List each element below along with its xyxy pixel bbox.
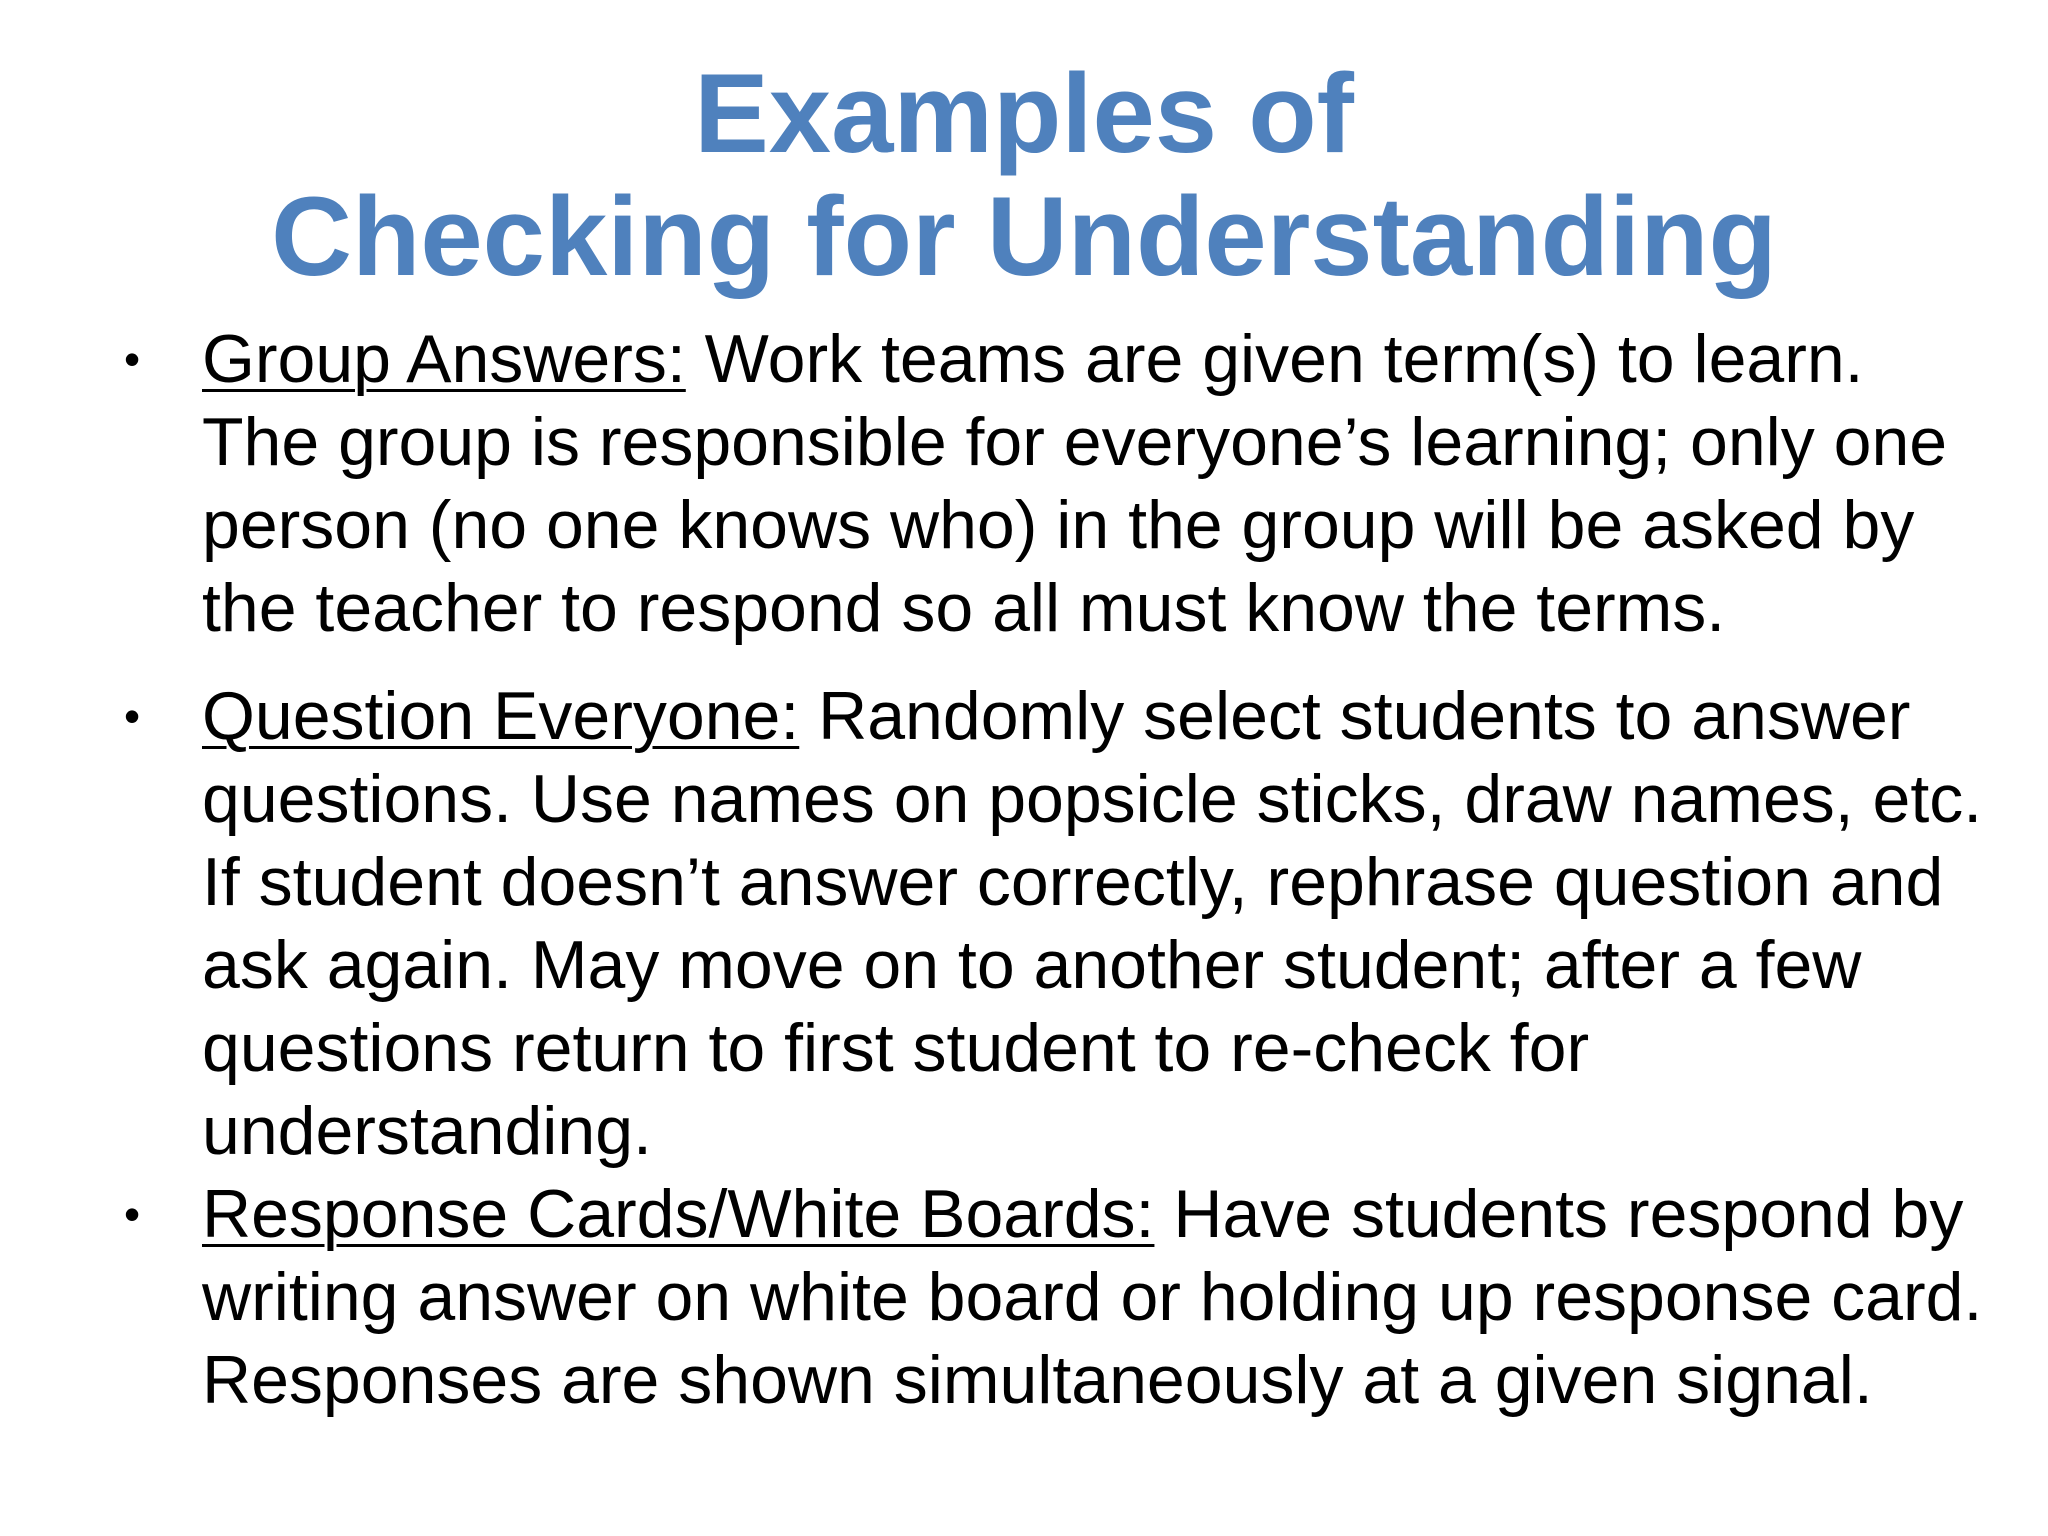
bullet-response-cards	[120, 1173, 2040, 1422]
bullet-group-answers	[120, 318, 2040, 650]
bullet-icon: •	[124, 690, 141, 742]
bullet-line: ask again. May move on to another student; after a few	[202, 927, 1862, 1003]
bullet-text: Have students respond by	[1154, 1176, 1964, 1252]
bullet-line: If student doesn’t answer correctly, rephrase question and	[202, 844, 1944, 920]
bullet-line: the teacher to respond so all must know the terms.	[202, 570, 1726, 646]
bullet-line: questions return to first student to re-check for	[202, 1010, 1590, 1086]
bullet-term: Response Cards/White Boards:	[202, 1176, 1155, 1252]
bullet-line: understanding.	[202, 1093, 652, 1169]
bullet-line: person (no one knows who) in the group will be asked by	[202, 487, 1915, 563]
title-line-1: Examples of	[694, 51, 1354, 176]
bullet-question-everyone	[120, 675, 2040, 1173]
bullet-icon: •	[124, 333, 141, 385]
bullet-line: The group is responsible for everyone’s learning; only one	[202, 404, 1948, 480]
bullet-line: questions. Use names on popsicle sticks, draw names, etc.	[202, 761, 1983, 837]
bullet-term: Question Everyone:	[202, 678, 800, 754]
bullet-icon: •	[124, 1188, 141, 1240]
bullet-line: writing answer on white board or holding up response card.	[202, 1259, 1983, 1335]
bullet-text: Work teams are given term(s) to learn.	[685, 321, 1864, 397]
bullet-line	[202, 1173, 2040, 1256]
bullet-line	[202, 318, 2040, 401]
bullet-line: Responses are shown simultaneously at a given signal.	[202, 1342, 1873, 1418]
bullet-term: Group Answers:	[202, 321, 686, 397]
bullet-list	[120, 318, 2040, 1422]
bullet-line	[202, 675, 2040, 758]
bullet-text: Randomly select students to answer	[799, 678, 1911, 754]
slide-title	[0, 52, 2048, 298]
title-line-2: Checking for Understanding	[271, 174, 1777, 299]
